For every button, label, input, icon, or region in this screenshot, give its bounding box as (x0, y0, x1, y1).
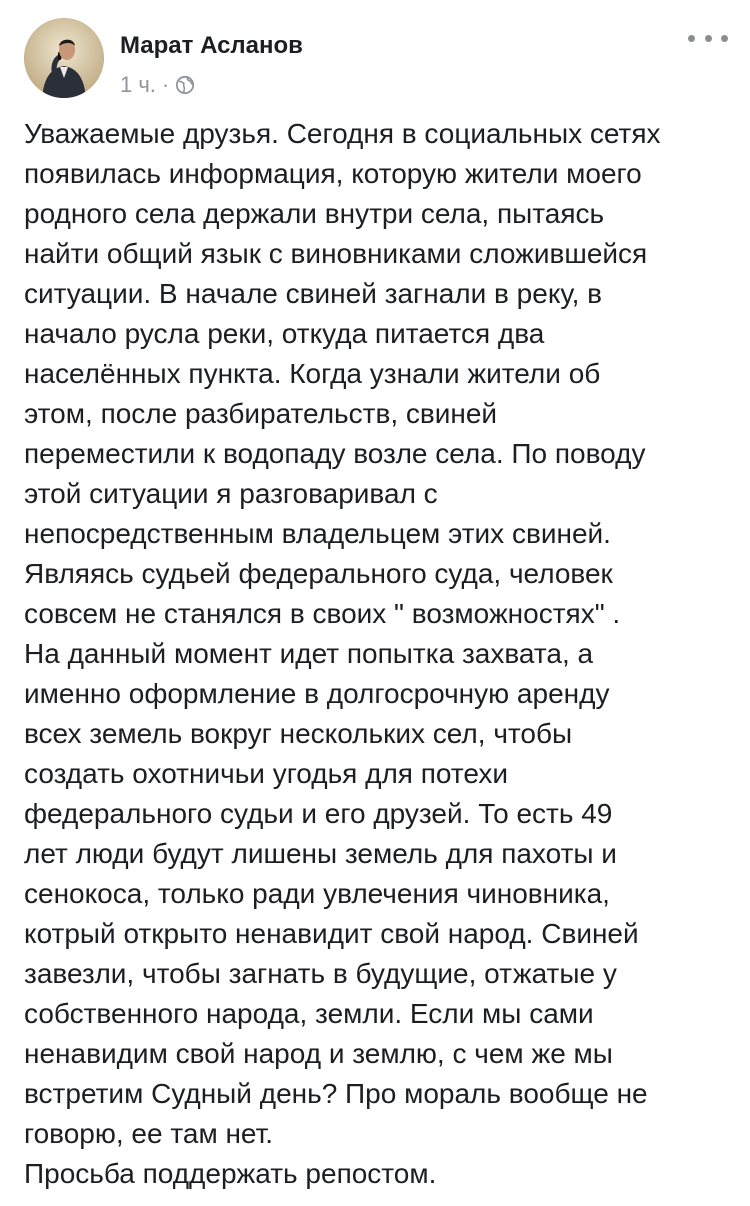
post-text-line: ситуации. В начале свиней загнали в реку, в (24, 278, 603, 309)
post-text-line: Являясь судьей федерального суда, человек (24, 558, 613, 589)
post-text-line: появилась информация, которую жители моего (24, 158, 642, 189)
post-header (24, 18, 726, 102)
post-text-line: федерального судьи и его друзей. То есть 49 (24, 798, 613, 829)
post-text-line: этой ситуации я разговаривал с (24, 478, 438, 509)
post-text-line: всех земель вокруг нескольких сел, чтобы (24, 718, 573, 749)
post-text-line: этом, после разбирательств, свиней (24, 398, 498, 429)
post-text-line: ненавидим свой народ и землю, с чем же мы (24, 1038, 613, 1069)
avatar[interactable] (24, 18, 104, 98)
post-text-line: родного села держали внутри села, пытаясь (24, 198, 605, 229)
more-icon[interactable] (688, 26, 728, 50)
post-text-line: совсем не станялся в своих " возможностях" . (24, 598, 621, 629)
post-text-line: Просьба поддержать репостом. (24, 1158, 437, 1189)
post-text-line: создать охотничьи угодья для потехи (24, 758, 508, 789)
more-dot (688, 35, 695, 42)
more-dot (721, 35, 728, 42)
more-dot (705, 35, 712, 42)
post-text-line: начало русла реки, откуда питается два (24, 318, 545, 349)
post-text-line: сенокоса, только ради увлечения чиновника, (24, 878, 610, 909)
post-time[interactable]: 1 ч. (120, 72, 156, 97)
globe-icon (175, 75, 195, 95)
post-text-line: завезли, чтобы загнать в будущие, отжатые у (24, 958, 617, 989)
post-text-line: Уважаемые друзья. Сегодня в социальных сетях (24, 118, 661, 149)
post-text-line: переместили к водопаду возле села. По поводу (24, 438, 646, 469)
post-text-line: лет люди будут лишены земель для пахоты и (24, 838, 617, 869)
avatar-photo (24, 18, 104, 98)
post-text-line: именно оформление в долгосрочную аренду (24, 678, 610, 709)
post-text-line: говорю, ее там нет. (24, 1118, 274, 1149)
post-text-line: встретим Судный день? Про мораль вообще не (24, 1078, 648, 1109)
post-meta (120, 72, 195, 98)
post-text-line: собственного народа, земли. Если мы сами (24, 998, 594, 1029)
post-text (24, 114, 729, 1194)
post-text-line: населённых пункта. Когда узнали жители об (24, 358, 601, 389)
post-text-line: котрый открыто ненавидит свой народ. Свиней (24, 918, 639, 949)
meta-separator: · (161, 72, 170, 97)
author-name[interactable]: Марат Асланов (120, 32, 303, 59)
post-text-line: На данный момент идет попытка захвата, а (24, 638, 594, 669)
post-text-line: непосредственным владельцем этих свиней. (24, 518, 611, 549)
post-text-line: найти общий язык с виновниками сложившейся (24, 238, 648, 269)
